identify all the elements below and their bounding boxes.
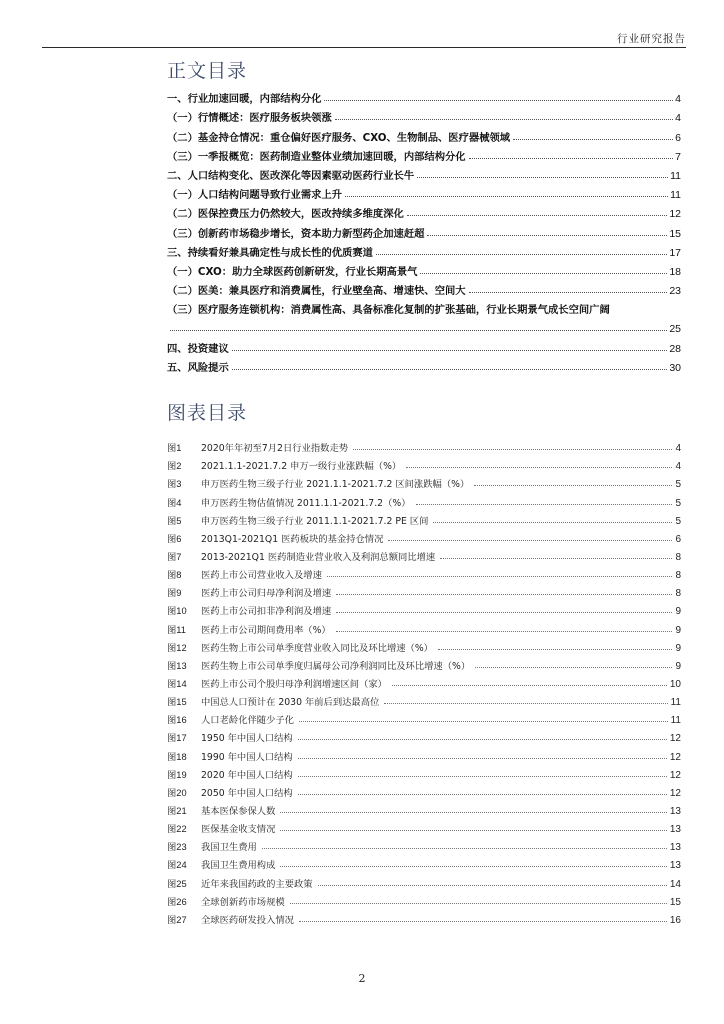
toc-entry[interactable] <box>167 144 681 163</box>
figure-page: 14 <box>669 878 681 890</box>
toc-entry[interactable] <box>167 355 681 374</box>
dot-leader <box>232 350 668 351</box>
figure-entry[interactable] <box>167 490 681 508</box>
dot-leader <box>417 177 668 178</box>
figure-label: 全球创新药市场规模 <box>201 896 285 908</box>
dot-leader <box>433 522 672 523</box>
toc-entry-label: （一）行情概述：医疗服务板块领涨 <box>167 112 332 125</box>
toc-entry[interactable] <box>167 259 681 278</box>
figure-number: 图22 <box>167 824 187 835</box>
toc-entry-label: 一、行业加速回暖，内部结构分化 <box>167 93 322 106</box>
figure-entry[interactable] <box>167 908 681 926</box>
figure-entry[interactable] <box>167 708 681 726</box>
figure-page: 13 <box>669 860 681 872</box>
dot-leader <box>280 830 666 831</box>
figure-entry[interactable] <box>167 871 681 889</box>
figure-label: 2020 年中国人口结构 <box>201 769 293 781</box>
figure-entry[interactable] <box>167 817 681 835</box>
toc-title: 正文目录 <box>167 60 248 82</box>
dot-leader <box>336 612 672 613</box>
toc-entry-label: （三）一季报概览：医药制造业整体业绩加速回暖，内部结构分化 <box>167 150 466 163</box>
figure-entry[interactable] <box>167 599 681 617</box>
figure-number: 图3 <box>167 479 182 490</box>
figure-number: 图5 <box>167 515 182 526</box>
figure-label: 我国卫生费用 <box>201 842 257 854</box>
dot-leader <box>327 576 673 577</box>
figure-entry[interactable] <box>167 799 681 817</box>
dot-leader <box>336 631 673 632</box>
dot-leader <box>298 739 667 740</box>
figure-number: 图8 <box>167 570 182 581</box>
figure-page: 13 <box>669 824 681 836</box>
figure-page: 6 <box>675 533 681 545</box>
figure-number: 图17 <box>167 733 187 744</box>
figure-number: 图10 <box>167 606 187 617</box>
figure-entry[interactable] <box>167 436 681 454</box>
dot-leader <box>232 369 668 370</box>
figure-page: 8 <box>675 588 681 600</box>
dot-leader <box>336 594 672 595</box>
figure-page: 5 <box>675 515 681 527</box>
figure-number: 图13 <box>167 660 187 671</box>
figure-number: 图11 <box>167 624 186 635</box>
dot-leader <box>376 254 667 255</box>
toc-entry[interactable] <box>167 220 681 239</box>
toc-entry[interactable] <box>167 86 681 105</box>
toc-entry-label: （三）创新药市场稳步增长，资本助力新型药企加速赶超 <box>167 227 425 240</box>
dot-leader <box>416 504 673 505</box>
dot-leader <box>406 467 672 468</box>
toc-list <box>167 86 681 374</box>
figure-page: 12 <box>669 787 681 799</box>
dot-leader <box>420 273 667 274</box>
figure-page: 4 <box>675 443 681 455</box>
dot-leader <box>469 158 674 159</box>
toc-entry-label: （二）医美：兼具医疗和消费属性，行业壁垒高、增速快、空间大 <box>167 285 466 298</box>
toc-entry[interactable] <box>167 278 681 297</box>
dot-leader <box>469 292 668 293</box>
figure-number: 图26 <box>167 896 187 907</box>
figure-label: 中国总人口预计在 2030 年前后到达最高位 <box>201 697 380 709</box>
figure-number: 图6 <box>167 533 182 544</box>
toc-entry[interactable] <box>167 297 681 316</box>
figure-label: 2020年年初至7月2日行业指数走势 <box>201 443 349 455</box>
figure-page: 10 <box>669 678 681 690</box>
toc-entry-label: 四、投资建议 <box>167 342 229 355</box>
toc-entry[interactable] <box>167 240 681 259</box>
figure-page: 12 <box>669 769 681 781</box>
figure-page: 5 <box>675 497 681 509</box>
figure-number: 图2 <box>167 461 182 472</box>
toc-entry-page: 4 <box>675 93 681 106</box>
toc-entry-page: 17 <box>669 246 681 259</box>
figure-page: 13 <box>669 842 681 854</box>
dot-leader <box>353 449 672 450</box>
figure-page: 5 <box>675 479 681 491</box>
dot-leader <box>290 903 667 904</box>
figure-label: 申万医药生物三级子行业 2021.1.1-2021.7.2 区间涨跌幅（%） <box>201 479 470 491</box>
dot-leader <box>475 667 672 668</box>
toc-entry-page: 7 <box>675 150 681 163</box>
figure-entry[interactable] <box>167 563 681 581</box>
toc-entry-label: （三）医疗服务连锁机构：消费属性高、具备标准化复制的扩张基础，行业长期景气成长空间广阔 <box>167 304 610 317</box>
dot-leader <box>427 235 667 236</box>
toc-entry-page: 15 <box>669 227 681 240</box>
dot-leader <box>280 866 666 867</box>
figure-label: 人口老龄化伴随少子化 <box>201 715 294 727</box>
figure-label: 医保基金收支情况 <box>201 824 276 836</box>
figure-entry[interactable] <box>167 545 681 563</box>
figure-page: 11 <box>670 697 681 709</box>
toc-entry[interactable] <box>167 316 681 335</box>
dot-leader <box>298 794 667 795</box>
figure-label: 2021.1.1-2021.7.2 申万一级行业涨跌幅（%） <box>201 461 402 473</box>
figure-page: 9 <box>675 660 681 672</box>
figure-label: 2013Q1-2021Q1 医药板块的基金持仓情况 <box>201 533 384 545</box>
figure-page: 15 <box>669 896 681 908</box>
figure-page: 11 <box>670 715 681 727</box>
dot-leader <box>407 215 667 216</box>
figure-number: 图21 <box>167 805 187 816</box>
figure-label: 2013-2021Q1 医药制造业营业收入及利润总额同比增速 <box>201 551 436 563</box>
figure-number: 图7 <box>167 551 182 562</box>
figure-entry[interactable] <box>167 454 681 472</box>
figure-page: 8 <box>675 551 681 563</box>
figure-label: 申万医药生物三级子行业 2011.1.1-2021.7.2 PE 区间 <box>201 515 429 527</box>
header-title: 行业研究报告 <box>617 33 686 45</box>
toc-entry-page: 23 <box>669 285 681 298</box>
figure-entry[interactable] <box>167 744 681 762</box>
toc-entry-page: 11 <box>670 169 681 182</box>
figure-label: 医药上市公司个股归母净利润增速区间（家） <box>201 678 387 690</box>
toc-entry-label: （一）CXO：助力全球医药创新研发，行业长期高景气 <box>167 265 418 278</box>
figure-entry[interactable] <box>167 853 681 871</box>
toc-entry-page: 4 <box>675 112 681 125</box>
toc-entry[interactable] <box>167 124 681 143</box>
toc-entry-label: 二、人口结构变化、医改深化等因素驱动医药行业长牛 <box>167 169 415 182</box>
page-header <box>42 0 686 48</box>
figure-number: 图25 <box>167 878 187 889</box>
figure-entry[interactable] <box>167 617 681 635</box>
toc-entry[interactable] <box>167 201 681 220</box>
dot-leader <box>299 921 667 922</box>
toc-entry[interactable] <box>167 105 681 124</box>
figure-label: 医药上市公司期间费用率（%） <box>201 624 331 636</box>
figure-page: 16 <box>669 914 681 926</box>
figure-entry[interactable] <box>167 654 681 672</box>
dot-leader <box>474 485 672 486</box>
figure-number: 图20 <box>167 787 187 798</box>
figure-page: 9 <box>675 642 681 654</box>
figure-page: 12 <box>669 751 681 763</box>
toc-entry-label: 三、持续看好兼具确定性与成长性的优质赛道 <box>167 246 373 259</box>
dot-leader <box>345 196 668 197</box>
toc-entry-page: 11 <box>670 189 681 202</box>
figure-label: 医药生物上市公司单季度营业收入同比及环比增速（%） <box>201 642 433 654</box>
toc-entry-page: 12 <box>669 208 681 221</box>
figure-entry[interactable] <box>167 472 681 490</box>
dot-leader <box>170 330 667 331</box>
dot-leader <box>262 848 667 849</box>
dot-leader <box>392 685 667 686</box>
figure-page: 9 <box>675 624 681 636</box>
figure-entry[interactable] <box>167 690 681 708</box>
toc-entry-page: 25 <box>669 323 681 336</box>
figure-entry[interactable] <box>167 726 681 744</box>
figure-label: 医药生物上市公司单季度归属母公司净利润同比及环比增速（%） <box>201 660 471 672</box>
figure-label: 近年来我国药政的主要政策 <box>201 878 313 890</box>
toc-entry-label: （一）人口结构问题导致行业需求上升 <box>167 189 343 202</box>
toc-entry[interactable] <box>167 163 681 182</box>
figure-entry[interactable] <box>167 527 681 545</box>
figure-entry[interactable] <box>167 672 681 690</box>
figure-label: 医药上市公司扣非净利润及增速 <box>201 606 332 618</box>
toc-entry-label: （二）医保控费压力仍然较大，医改持续多维度深化 <box>167 208 404 221</box>
figure-page: 4 <box>675 461 681 473</box>
toc-entry[interactable] <box>167 182 681 201</box>
figure-number: 图12 <box>167 642 187 653</box>
figure-number: 图18 <box>167 751 187 762</box>
figure-entry[interactable] <box>167 835 681 853</box>
dot-leader <box>298 776 667 777</box>
figure-number: 图15 <box>167 697 187 708</box>
figure-label: 医药上市公司归母净利润及增速 <box>201 588 332 600</box>
dot-leader <box>280 812 666 813</box>
figures-title: 图表目录 <box>167 402 248 424</box>
dot-leader <box>513 139 673 140</box>
figure-entry[interactable] <box>167 781 681 799</box>
toc-entry-label: 五、风险提示 <box>167 361 229 374</box>
figure-label: 全球医药研发投入情况 <box>201 914 294 926</box>
figure-number: 图16 <box>167 715 187 726</box>
dot-leader <box>335 119 673 120</box>
figure-label: 基本医保参保人数 <box>201 805 276 817</box>
figure-entry[interactable] <box>167 581 681 599</box>
dot-leader <box>318 885 667 886</box>
figures-list <box>167 436 681 926</box>
figure-number: 图1 <box>167 443 182 454</box>
figure-number: 图9 <box>167 588 182 599</box>
figure-label: 1990 年中国人口结构 <box>201 751 293 763</box>
figure-entry[interactable] <box>167 890 681 908</box>
figure-entry[interactable] <box>167 763 681 781</box>
figure-number: 图24 <box>167 860 187 871</box>
toc-entry[interactable] <box>167 335 681 354</box>
dot-leader <box>384 703 667 704</box>
figure-number: 图4 <box>167 497 182 508</box>
toc-entry-page: 30 <box>669 361 681 374</box>
figure-number: 图19 <box>167 769 187 780</box>
figure-entry[interactable] <box>167 636 681 654</box>
figure-label: 申万医药生物估值情况 2011.1.1-2021.7.2（%） <box>201 497 411 509</box>
toc-entry-label: （二）基金持仓情况：重仓偏好医疗服务、CXO、生物制品、医疗器械领域 <box>167 131 511 144</box>
toc-entry-page: 18 <box>669 265 681 278</box>
figure-label: 我国卫生费用构成 <box>201 860 276 872</box>
dot-leader <box>388 540 672 541</box>
figure-page: 9 <box>675 606 681 618</box>
figure-page: 13 <box>669 805 681 817</box>
figure-number: 图23 <box>167 842 187 853</box>
toc-entry-page: 6 <box>675 131 681 144</box>
dot-leader <box>298 758 667 759</box>
figure-page: 8 <box>675 570 681 582</box>
figure-number: 图14 <box>167 678 187 689</box>
figure-page: 12 <box>669 733 681 745</box>
toc-entry-page: 28 <box>669 342 681 355</box>
dot-leader <box>440 558 672 559</box>
figure-label: 医药上市公司营业收入及增速 <box>201 570 322 582</box>
figure-number: 图27 <box>167 914 187 925</box>
figure-entry[interactable] <box>167 509 681 527</box>
dot-leader <box>324 100 673 101</box>
dot-leader <box>299 721 668 722</box>
figure-label: 2050 年中国人口结构 <box>201 787 293 799</box>
figure-label: 1950 年中国人口结构 <box>201 733 293 745</box>
dot-leader <box>438 649 672 650</box>
page-number: 2 <box>358 972 366 985</box>
